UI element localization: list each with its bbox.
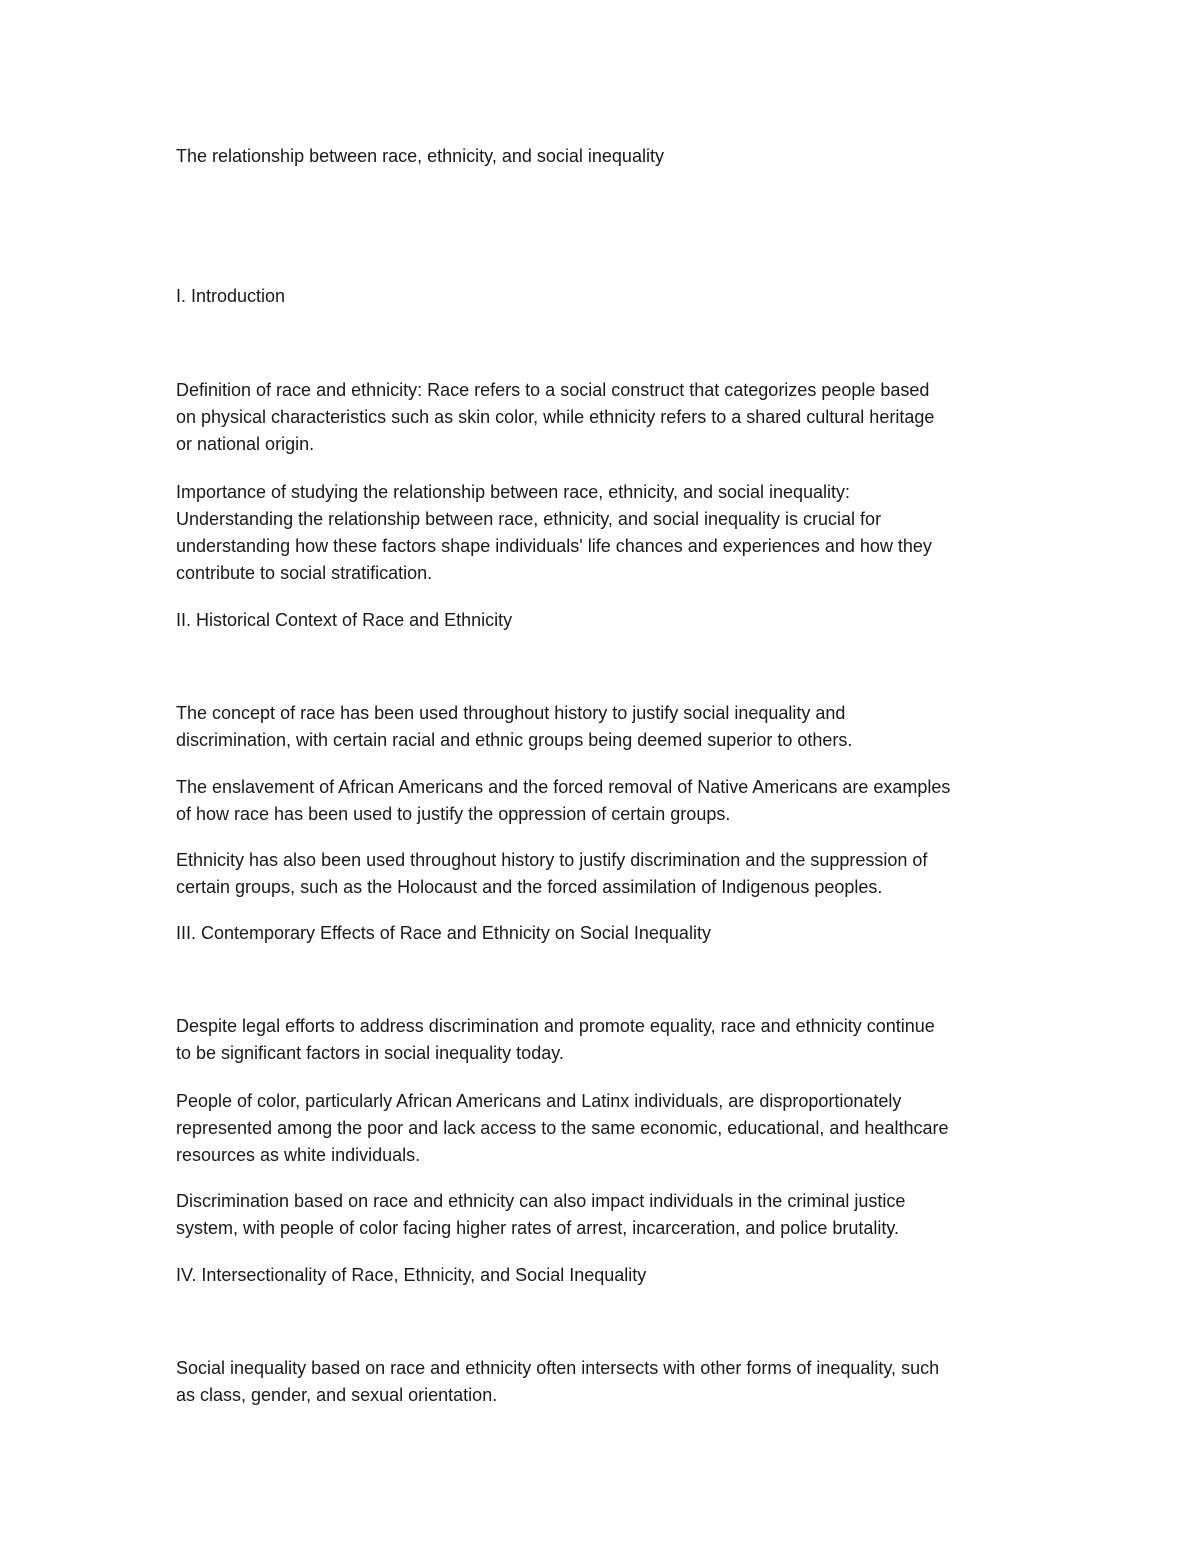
paragraph-line: understanding how these factors shape individuals' life chances and experiences and how they xyxy=(176,536,932,556)
paragraph-line: Social inequality based on race and ethnicity often intersects with other forms of inequality, such xyxy=(176,1358,940,1378)
paragraph-line: The concept of race has been used throughout history to justify social inequality and xyxy=(176,703,846,723)
paragraph-line: as class, gender, and sexual orientation. xyxy=(176,1385,498,1405)
paragraph-line: Importance of studying the relationship between race, ethnicity, and social inequality: xyxy=(176,482,851,502)
paragraph-line: People of color, particularly African Americans and Latinx individuals, are disproportionately xyxy=(176,1091,902,1111)
paragraph-line: discrimination, with certain racial and ethnic groups being deemed superior to others. xyxy=(176,730,853,750)
paragraph-line: Definition of race and ethnicity: Race refers to a social construct that categorizes people based xyxy=(176,380,930,400)
section-heading-introduction: I. Introduction xyxy=(176,286,286,306)
paragraph-line: Ethnicity has also been used throughout history to justify discrimination and the suppression of xyxy=(176,850,928,870)
section-heading-contemporary-effects: III. Contemporary Effects of Race and Ethnicity on Social Inequality xyxy=(176,923,711,943)
section-heading-historical-context: II. Historical Context of Race and Ethnicity xyxy=(176,610,513,630)
paragraph-line: The enslavement of African Americans and the forced removal of Native Americans are examples xyxy=(176,777,951,797)
paragraph-line: to be significant factors in social inequality today. xyxy=(176,1043,564,1063)
paragraph-line: contribute to social stratification. xyxy=(176,563,433,583)
paragraph-line: system, with people of color facing higher rates of arrest, incarceration, and police brutality. xyxy=(176,1218,900,1238)
document-title: The relationship between race, ethnicity, and social inequality xyxy=(176,146,664,166)
section-heading-intersectionality: IV. Intersectionality of Race, Ethnicity, and Social Inequality xyxy=(176,1265,647,1285)
paragraph-line: Understanding the relationship between race, ethnicity, and social inequality is crucial for xyxy=(176,509,882,529)
paragraph-line: Discrimination based on race and ethnicity can also impact individuals in the criminal justice xyxy=(176,1191,906,1211)
paragraph-line: of how race has been used to justify the oppression of certain groups. xyxy=(176,804,731,824)
paragraph-line: resources as white individuals. xyxy=(176,1145,421,1165)
paragraph-line: Despite legal efforts to address discrimination and promote equality, race and ethnicity continue xyxy=(176,1016,935,1036)
paragraph-line: or national origin. xyxy=(176,434,315,454)
paragraph-line: represented among the poor and lack access to the same economic, educational, and healthcare xyxy=(176,1118,949,1138)
paragraph-line: on physical characteristics such as skin color, while ethnicity refers to a shared cultural heritage xyxy=(176,407,935,427)
paragraph-line: certain groups, such as the Holocaust and the forced assimilation of Indigenous peoples. xyxy=(176,877,883,897)
